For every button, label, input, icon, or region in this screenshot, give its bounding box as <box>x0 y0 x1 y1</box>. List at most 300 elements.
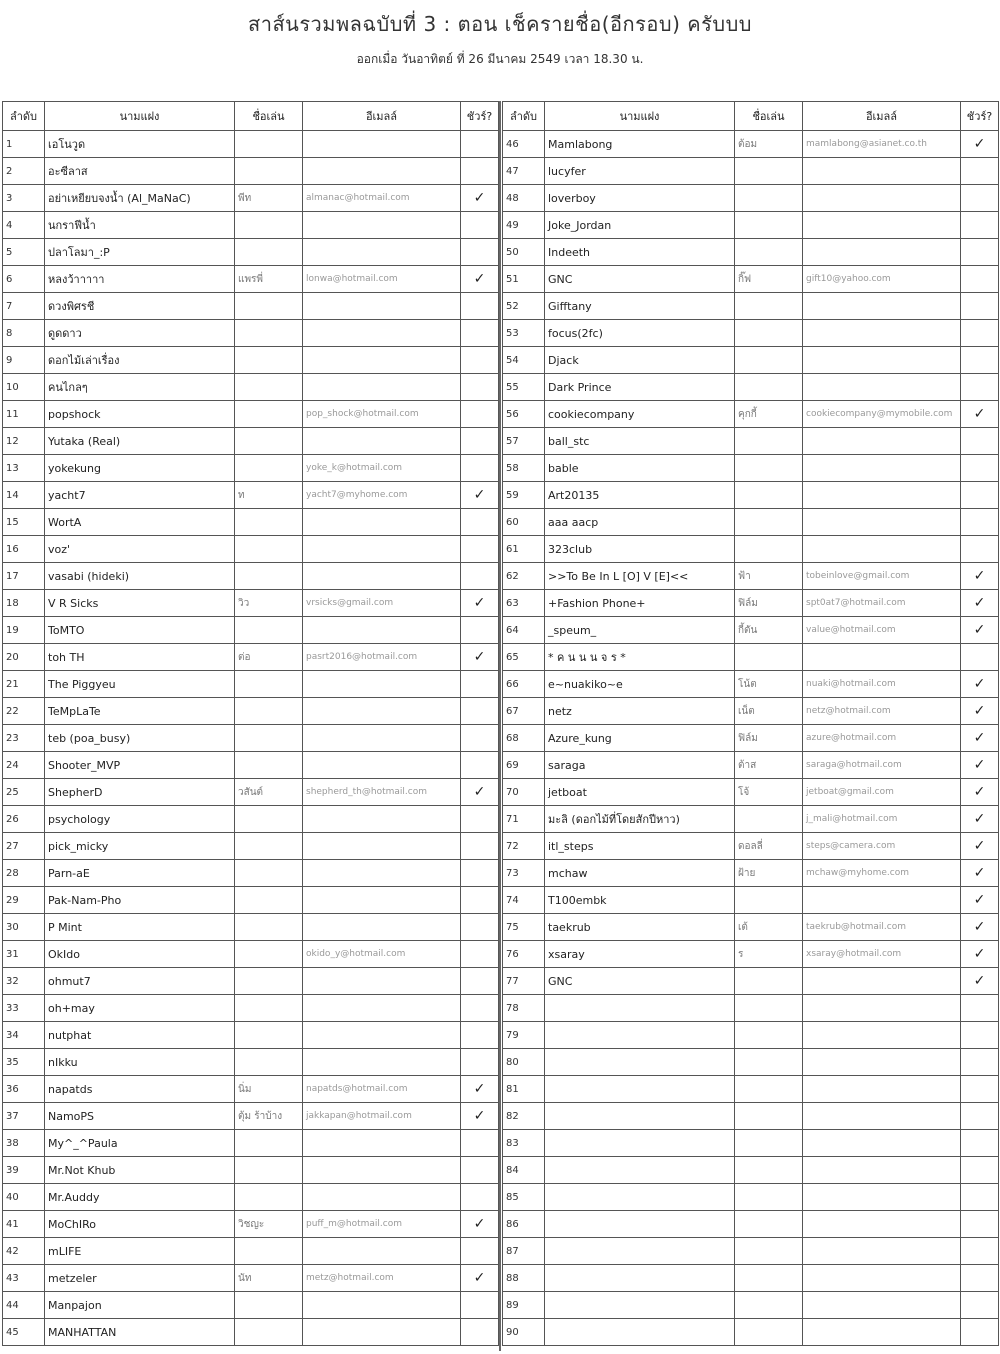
row-email <box>303 1238 461 1265</box>
row-attend-check: ✓ <box>961 671 999 698</box>
row-email <box>803 455 961 482</box>
row-attend-check <box>461 536 499 563</box>
row-email <box>803 1049 961 1076</box>
table-row <box>503 644 999 671</box>
row-alias: cookiecompany <box>545 401 735 428</box>
row-attend-check: ✓ <box>961 563 999 590</box>
row-number: 83 <box>503 1130 545 1157</box>
row-attend-check: ✓ <box>961 779 999 806</box>
row-alias: ball_stc <box>545 428 735 455</box>
row-email <box>803 1076 961 1103</box>
row-number: 19 <box>3 617 45 644</box>
row-attend-check: ✓ <box>461 590 499 617</box>
table-row <box>3 455 499 482</box>
row-nickname <box>235 212 303 239</box>
row-attend-check <box>461 617 499 644</box>
row-nickname <box>735 293 803 320</box>
row-nickname <box>735 374 803 401</box>
row-alias: Indeeth <box>545 239 735 266</box>
row-attend-check <box>461 320 499 347</box>
table-row <box>503 212 999 239</box>
row-alias: taekrub <box>545 914 735 941</box>
row-alias: WortA <box>45 509 235 536</box>
table-row <box>3 320 499 347</box>
row-attend-check <box>461 212 499 239</box>
table-row <box>3 833 499 860</box>
table-row <box>503 617 999 644</box>
row-attend-check <box>961 1130 999 1157</box>
table-row <box>503 1238 999 1265</box>
row-alias: saraga <box>545 752 735 779</box>
row-attend-check <box>461 401 499 428</box>
row-alias: bable <box>545 455 735 482</box>
row-email <box>803 995 961 1022</box>
row-email: jakkapan@hotmail.com <box>303 1103 461 1130</box>
table-row <box>503 1022 999 1049</box>
row-attend-check <box>461 806 499 833</box>
row-email <box>303 1292 461 1319</box>
table-row <box>3 1292 499 1319</box>
row-nickname <box>235 563 303 590</box>
row-alias: อย่าเหยียบจงน้ำ (Al_MaNaC) <box>45 185 235 212</box>
table-row <box>503 1157 999 1184</box>
row-number: 32 <box>3 968 45 995</box>
table-row <box>3 509 499 536</box>
row-alias: psychology <box>45 806 235 833</box>
row-nickname: แพรพี่ <box>235 266 303 293</box>
row-nickname <box>235 752 303 779</box>
row-alias: +Fashion Phone+ <box>545 590 735 617</box>
row-number: 73 <box>503 860 545 887</box>
row-alias: ดอกไม้เล่าเรื่อง <box>45 347 235 374</box>
row-nickname: ฟิล์ม <box>735 590 803 617</box>
row-alias: ปลาโลมา_:P <box>45 239 235 266</box>
row-number: 25 <box>3 779 45 806</box>
row-alias: * ค น น น จ ร * <box>545 644 735 671</box>
row-alias <box>545 1292 735 1319</box>
row-number: 54 <box>503 347 545 374</box>
row-number: 80 <box>503 1049 545 1076</box>
row-number: 28 <box>3 860 45 887</box>
row-alias: _speum_ <box>545 617 735 644</box>
table-row <box>3 212 499 239</box>
row-attend-check <box>461 563 499 590</box>
row-email <box>803 1238 961 1265</box>
table-row <box>3 158 499 185</box>
row-nickname <box>735 1130 803 1157</box>
row-number: 4 <box>3 212 45 239</box>
row-nickname <box>235 536 303 563</box>
table-row <box>503 1292 999 1319</box>
table-row <box>3 752 499 779</box>
row-number: 16 <box>3 536 45 563</box>
row-number: 75 <box>503 914 545 941</box>
row-nickname: ฟิล์ม <box>735 725 803 752</box>
row-attend-check <box>961 482 999 509</box>
row-email <box>303 131 461 158</box>
row-alias: TeMpLaTe <box>45 698 235 725</box>
col-header-email: อีเมลล์ <box>803 102 961 131</box>
col-header-nick: ชื่อเล่น <box>235 102 303 131</box>
row-email <box>303 698 461 725</box>
row-attend-check <box>461 131 499 158</box>
row-nickname: ร <box>735 941 803 968</box>
row-email <box>303 671 461 698</box>
table-row <box>3 968 499 995</box>
row-number: 22 <box>3 698 45 725</box>
row-email <box>803 1157 961 1184</box>
row-alias: yacht7 <box>45 482 235 509</box>
row-email: almanac@hotmail.com <box>303 185 461 212</box>
row-number: 72 <box>503 833 545 860</box>
row-attend-check <box>961 1319 999 1346</box>
row-attend-check: ✓ <box>961 860 999 887</box>
row-number: 86 <box>503 1211 545 1238</box>
table-row <box>3 374 499 401</box>
row-number: 48 <box>503 185 545 212</box>
table-row <box>503 482 999 509</box>
row-attend-check <box>461 374 499 401</box>
roster-tables <box>2 101 998 1351</box>
row-attend-check: ✓ <box>461 779 499 806</box>
row-nickname <box>735 1292 803 1319</box>
row-attend-check: ✓ <box>461 1076 499 1103</box>
table-row <box>3 1049 499 1076</box>
row-nickname <box>235 455 303 482</box>
row-nickname <box>735 212 803 239</box>
row-alias: Joke_Jordan <box>545 212 735 239</box>
row-number: 82 <box>503 1103 545 1130</box>
row-attend-check <box>461 158 499 185</box>
row-email <box>803 1022 961 1049</box>
row-number: 18 <box>3 590 45 617</box>
row-number: 21 <box>3 671 45 698</box>
row-nickname: คุกกี้ <box>735 401 803 428</box>
row-number: 41 <box>3 1211 45 1238</box>
row-nickname <box>735 644 803 671</box>
row-alias: T100embk <box>545 887 735 914</box>
row-nickname <box>235 239 303 266</box>
row-attend-check <box>961 509 999 536</box>
row-nickname: นิ่ม <box>235 1076 303 1103</box>
row-alias: aaa aacp <box>545 509 735 536</box>
row-number: 81 <box>503 1076 545 1103</box>
table-row <box>3 1184 499 1211</box>
row-number: 71 <box>503 806 545 833</box>
row-alias: metzeler <box>45 1265 235 1292</box>
row-email: yacht7@myhome.com <box>303 482 461 509</box>
row-attend-check <box>961 1265 999 1292</box>
row-nickname <box>235 860 303 887</box>
row-number: 56 <box>503 401 545 428</box>
table-row <box>3 1103 499 1130</box>
row-alias: GNC <box>545 266 735 293</box>
row-nickname <box>735 509 803 536</box>
row-email: shepherd_th@hotmail.com <box>303 779 461 806</box>
row-number: 39 <box>3 1157 45 1184</box>
row-alias: xsaray <box>545 941 735 968</box>
row-alias: nutphat <box>45 1022 235 1049</box>
row-nickname <box>735 1103 803 1130</box>
row-alias: e~nuakiko~e <box>545 671 735 698</box>
row-attend-check <box>961 1184 999 1211</box>
row-email: saraga@hotmail.com <box>803 752 961 779</box>
row-alias: Parn-aE <box>45 860 235 887</box>
row-email: puff_m@hotmail.com <box>303 1211 461 1238</box>
row-nickname <box>735 1157 803 1184</box>
row-nickname <box>735 482 803 509</box>
row-email: jetboat@gmail.com <box>803 779 961 806</box>
row-alias: toh TH <box>45 644 235 671</box>
row-nickname <box>235 293 303 320</box>
row-alias: นกราฟีน้ำ <box>45 212 235 239</box>
row-attend-check <box>961 644 999 671</box>
table-row <box>503 941 999 968</box>
col-header-attend: ชัวร์? <box>961 102 999 131</box>
row-email <box>303 1130 461 1157</box>
row-alias: yokekung <box>45 455 235 482</box>
row-nickname <box>235 158 303 185</box>
row-attend-check: ✓ <box>961 752 999 779</box>
row-alias: My^_^Paula <box>45 1130 235 1157</box>
table-row <box>3 239 499 266</box>
row-alias <box>545 1184 735 1211</box>
row-nickname <box>735 1319 803 1346</box>
table-row <box>3 482 499 509</box>
row-email <box>803 887 961 914</box>
row-number: 79 <box>503 1022 545 1049</box>
row-number: 67 <box>503 698 545 725</box>
row-attend-check <box>961 1292 999 1319</box>
table-row <box>3 914 499 941</box>
table-row <box>3 1319 499 1346</box>
table-row <box>3 941 499 968</box>
row-attend-check <box>461 455 499 482</box>
row-number: 23 <box>3 725 45 752</box>
row-alias: Art20135 <box>545 482 735 509</box>
row-email <box>803 1265 961 1292</box>
row-alias: เอโนวูด <box>45 131 235 158</box>
row-alias <box>545 1319 735 1346</box>
row-nickname <box>235 806 303 833</box>
row-email: gift10@yahoo.com <box>803 266 961 293</box>
table-row <box>503 1265 999 1292</box>
row-attend-check <box>461 887 499 914</box>
table-row <box>3 1238 499 1265</box>
row-number: 11 <box>3 401 45 428</box>
row-alias: teb (poa_busy) <box>45 725 235 752</box>
row-email <box>803 509 961 536</box>
row-number: 58 <box>503 455 545 482</box>
row-alias: ดวงพิศรชี <box>45 293 235 320</box>
row-nickname <box>235 1157 303 1184</box>
row-nickname <box>235 374 303 401</box>
row-attend-check: ✓ <box>961 914 999 941</box>
row-alias: ohmut7 <box>45 968 235 995</box>
row-number: 47 <box>503 158 545 185</box>
table-row <box>3 806 499 833</box>
row-alias: Manpajon <box>45 1292 235 1319</box>
row-number: 30 <box>3 914 45 941</box>
row-nickname <box>235 833 303 860</box>
row-number: 3 <box>3 185 45 212</box>
row-nickname <box>735 347 803 374</box>
row-alias: OkIdo <box>45 941 235 968</box>
row-attend-check: ✓ <box>461 1211 499 1238</box>
row-attend-check: ✓ <box>961 941 999 968</box>
row-alias: ToMTO <box>45 617 235 644</box>
row-email <box>803 374 961 401</box>
table-row <box>3 779 499 806</box>
row-nickname: ดอลลี่ <box>735 833 803 860</box>
table-row <box>3 671 499 698</box>
row-email <box>303 1022 461 1049</box>
row-alias: vasabi (hideki) <box>45 563 235 590</box>
table-row <box>503 1319 999 1346</box>
row-alias: MoChIRo <box>45 1211 235 1238</box>
table-row <box>503 266 999 293</box>
table-row <box>503 698 999 725</box>
row-attend-check <box>461 239 499 266</box>
row-attend-check <box>961 212 999 239</box>
roster-body-right <box>503 131 999 1346</box>
page-header <box>0 0 1000 100</box>
row-attend-check <box>461 671 499 698</box>
row-number: 88 <box>503 1265 545 1292</box>
row-number: 78 <box>503 995 545 1022</box>
row-number: 1 <box>3 131 45 158</box>
row-email <box>303 617 461 644</box>
row-number: 43 <box>3 1265 45 1292</box>
row-number: 7 <box>3 293 45 320</box>
row-number: 44 <box>3 1292 45 1319</box>
table-row <box>3 1022 499 1049</box>
row-nickname <box>235 1184 303 1211</box>
row-nickname: พีท <box>235 185 303 212</box>
row-number: 42 <box>3 1238 45 1265</box>
row-attend-check <box>461 1157 499 1184</box>
table-header-row <box>503 102 999 131</box>
table-row <box>3 860 499 887</box>
row-email <box>303 320 461 347</box>
table-row <box>503 563 999 590</box>
row-nickname: วสันต์ <box>235 779 303 806</box>
row-email: pasrt2016@hotmail.com <box>303 644 461 671</box>
row-email <box>803 293 961 320</box>
table-row <box>3 428 499 455</box>
row-number: 37 <box>3 1103 45 1130</box>
row-attend-check <box>961 1157 999 1184</box>
row-attend-check: ✓ <box>961 725 999 752</box>
row-alias: itl_steps <box>545 833 735 860</box>
row-alias: oh+may <box>45 995 235 1022</box>
row-number: 20 <box>3 644 45 671</box>
row-alias <box>545 1130 735 1157</box>
row-number: 12 <box>3 428 45 455</box>
row-nickname <box>235 887 303 914</box>
row-alias: nIkku <box>45 1049 235 1076</box>
row-email <box>303 1319 461 1346</box>
table-row <box>503 671 999 698</box>
row-nickname <box>735 1238 803 1265</box>
row-attend-check <box>461 833 499 860</box>
row-attend-check <box>461 1022 499 1049</box>
table-row <box>503 1049 999 1076</box>
table-row <box>3 617 499 644</box>
row-nickname: ต้าส <box>735 752 803 779</box>
row-alias: Azure_kung <box>545 725 735 752</box>
row-number: 5 <box>3 239 45 266</box>
table-row <box>3 1265 499 1292</box>
row-attend-check: ✓ <box>961 590 999 617</box>
row-alias <box>545 1049 735 1076</box>
row-number: 38 <box>3 1130 45 1157</box>
col-header-attend: ชัวร์? <box>461 102 499 131</box>
row-nickname <box>735 536 803 563</box>
row-email: mamlabong@asianet.co.th <box>803 131 961 158</box>
row-email <box>303 1184 461 1211</box>
row-nickname <box>235 428 303 455</box>
row-alias: NamoPS <box>45 1103 235 1130</box>
page-title: สาส์นรวมพลฉบับที่ 3 : ตอน เช็ครายชื่อ(อีกรอบ) ครับบบ <box>248 12 752 36</box>
row-email <box>803 968 961 995</box>
row-nickname <box>235 1292 303 1319</box>
row-nickname: ฟ้า <box>735 563 803 590</box>
row-email: value@hotmail.com <box>803 617 961 644</box>
col-header-nick: ชื่อเล่น <box>735 102 803 131</box>
row-email <box>303 995 461 1022</box>
table-header-row <box>3 102 499 131</box>
row-number: 70 <box>503 779 545 806</box>
row-email: lonwa@hotmail.com <box>303 266 461 293</box>
row-number: 59 <box>503 482 545 509</box>
table-row <box>503 887 999 914</box>
row-nickname <box>735 320 803 347</box>
row-number: 63 <box>503 590 545 617</box>
row-attend-check <box>461 995 499 1022</box>
row-number: 40 <box>3 1184 45 1211</box>
row-attend-check: ✓ <box>961 401 999 428</box>
row-number: 90 <box>503 1319 545 1346</box>
row-nickname <box>235 1319 303 1346</box>
row-attend-check: ✓ <box>961 131 999 158</box>
row-alias: loverboy <box>545 185 735 212</box>
table-row <box>503 185 999 212</box>
row-email: netz@hotmail.com <box>803 698 961 725</box>
row-alias: focus(2fc) <box>545 320 735 347</box>
roster-table-right <box>502 101 999 1346</box>
row-number: 8 <box>3 320 45 347</box>
row-alias: Djack <box>545 347 735 374</box>
row-number: 26 <box>3 806 45 833</box>
row-email: j_mali@hotmail.com <box>803 806 961 833</box>
row-attend-check: ✓ <box>961 887 999 914</box>
table-row <box>3 1130 499 1157</box>
row-attend-check <box>461 293 499 320</box>
row-nickname <box>235 941 303 968</box>
row-nickname: วิชญะ <box>235 1211 303 1238</box>
row-number: 33 <box>3 995 45 1022</box>
row-number: 76 <box>503 941 545 968</box>
row-number: 84 <box>503 1157 545 1184</box>
table-row <box>3 590 499 617</box>
row-nickname <box>235 698 303 725</box>
row-alias: napatds <box>45 1076 235 1103</box>
row-attend-check <box>961 320 999 347</box>
row-attend-check <box>461 914 499 941</box>
col-header-no: ลำดับ <box>503 102 545 131</box>
row-number: 34 <box>3 1022 45 1049</box>
